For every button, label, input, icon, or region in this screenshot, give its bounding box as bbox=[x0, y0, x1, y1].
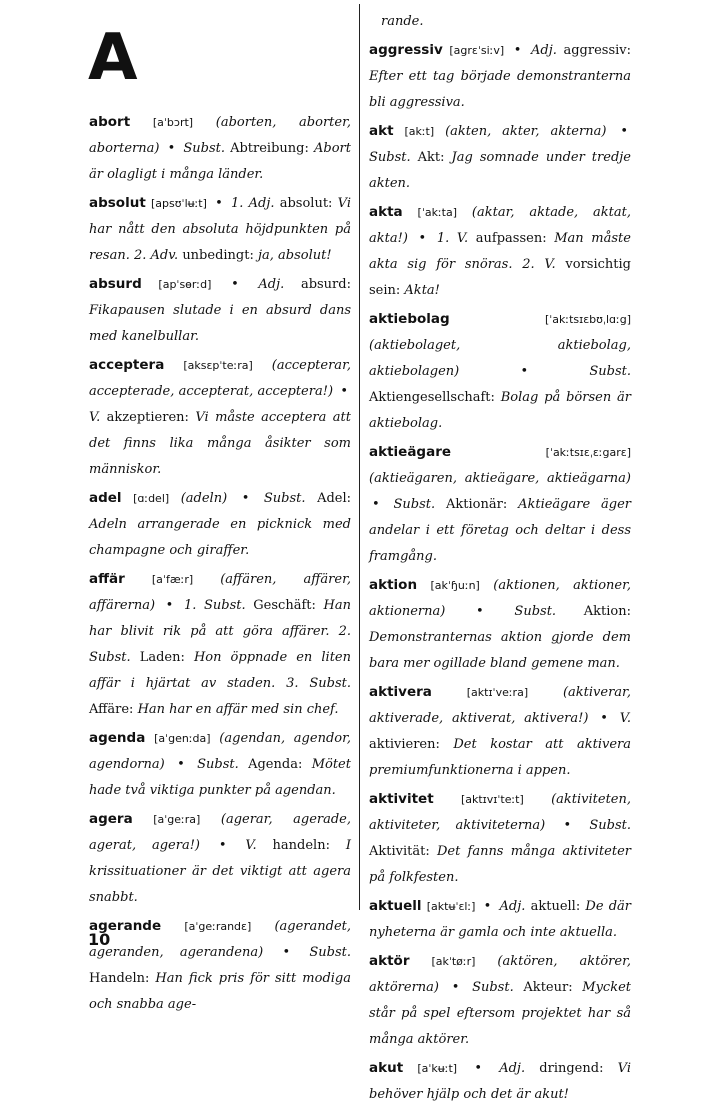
entry-inflections: (aktar, aktade, aktat, akta!) bbox=[369, 205, 631, 246]
entry-headword: abort bbox=[89, 114, 131, 130]
bullet-separator: • bbox=[600, 711, 608, 726]
entry-part-of-speech: Subst. bbox=[514, 604, 557, 619]
dictionary-entry bbox=[89, 190, 351, 269]
entry-translation: unbedingt: bbox=[182, 248, 254, 263]
carry-over-text: rande. bbox=[381, 14, 424, 29]
dictionary-entry bbox=[89, 725, 351, 804]
entry-pronunciation: [aktɪvɪˈteːt] bbox=[460, 793, 524, 806]
entry-inflections: (aktiebolaget, aktiebolag, aktiebolagen) bbox=[369, 338, 631, 379]
entry-example: Vi har nått den absoluta höjdpunkten på resan. bbox=[89, 196, 351, 263]
dictionary-entry bbox=[369, 199, 631, 304]
entry-pronunciation: [aˈkʉːt] bbox=[417, 1062, 458, 1075]
entry-example: Efter ett tag började demonstranterna bli aggressiva. bbox=[369, 69, 631, 110]
bullet-separator: • bbox=[451, 980, 460, 995]
entry-example: Adeln arrangerade en picknick med champagne och giraffer. bbox=[89, 517, 351, 558]
dictionary-entry bbox=[89, 913, 351, 1018]
dictionary-entry bbox=[89, 109, 351, 188]
entry-translation: absurd: bbox=[300, 277, 351, 292]
entry-headword: adel bbox=[89, 490, 122, 506]
entry-translation: Aktiengesellschaft: bbox=[369, 390, 495, 405]
entry-translation: dringend: bbox=[539, 1061, 604, 1076]
dictionary-entry bbox=[369, 1055, 631, 1108]
entry-inflections: (agerar, agerade, agerat, agera!) bbox=[89, 812, 352, 853]
bullet-separator: • bbox=[620, 124, 628, 139]
entry-translation: Abtreibung: bbox=[230, 141, 309, 156]
entry-inflections: (aborten, aborter, aborterna) bbox=[89, 115, 351, 156]
bullet-separator: • bbox=[476, 604, 484, 619]
bullet-separator: • bbox=[563, 818, 572, 833]
entry-example: Hon öppnade en liten affär i hjärtat av staden. bbox=[89, 650, 351, 691]
entry-pronunciation: [aˈfæːr] bbox=[151, 573, 194, 586]
entry-part-of-speech: Subst. bbox=[589, 818, 631, 833]
entry-part-of-speech: 1. V. bbox=[436, 231, 469, 246]
entry-pronunciation: [apsʊˈlʉːt] bbox=[151, 197, 207, 210]
dictionary-entry bbox=[369, 306, 631, 437]
entry-inflections: (agerandet, ageranden, agerandena) bbox=[89, 919, 351, 960]
entry-example: Han fick pris för sitt modiga och snabba age- bbox=[89, 971, 352, 1012]
entry-headword: absolut bbox=[89, 195, 146, 211]
entry-headword: akt bbox=[369, 123, 394, 139]
entry-part-of-speech: 2. V. bbox=[522, 257, 556, 272]
entry-part-of-speech: 1. Adj. bbox=[231, 196, 275, 211]
entry-part-of-speech: V. bbox=[619, 711, 631, 726]
entry-part-of-speech: Subst. bbox=[183, 141, 225, 156]
entry-pronunciation: [ɑːdel] bbox=[133, 492, 170, 505]
entry-part-of-speech: Adj. bbox=[258, 277, 285, 292]
entry-example: Demonstranternas aktion gjorde dem bara mer ogillade bland gemene man. bbox=[369, 630, 631, 671]
entry-translation: Adel: bbox=[317, 491, 352, 506]
dictionary-entry bbox=[369, 948, 631, 1053]
entry-part-of-speech: Subst. bbox=[369, 150, 411, 165]
dictionary-entry bbox=[369, 439, 631, 570]
entry-headword: agenda bbox=[89, 730, 146, 746]
entry-part-of-speech: 3. Subst. bbox=[286, 676, 351, 691]
bullet-separator: • bbox=[167, 141, 176, 156]
entry-pronunciation: [aktʉˈɛlː] bbox=[426, 900, 476, 913]
entry-translation: aggressiv: bbox=[563, 43, 632, 58]
entry-pronunciation: [akˈtøːr] bbox=[431, 955, 476, 968]
entry-example: Det kostar att aktivera premiumfunktionerna i appen. bbox=[369, 737, 631, 778]
entry-inflections: (adeln) bbox=[180, 491, 228, 506]
bullet-separator: • bbox=[340, 384, 348, 399]
entry-headword: aktör bbox=[369, 953, 410, 969]
dictionary-entry bbox=[369, 786, 631, 891]
entry-example: Vi behöver hjälp och det är akut! bbox=[369, 1061, 631, 1102]
entry-example: Det fanns många aktiviteter på folkfesten. bbox=[369, 844, 631, 885]
entry-translation: akzeptieren: bbox=[106, 410, 189, 425]
entry-translation: Laden: bbox=[139, 650, 185, 665]
entry-example: Han har blivit rik på att göra affärer. bbox=[89, 598, 351, 639]
entry-pronunciation: [akːt] bbox=[404, 125, 435, 138]
entry-part-of-speech: 2. Adv. bbox=[133, 248, 179, 263]
entry-inflections: (aktiverar, aktiverade, aktiverat, aktivera!) bbox=[369, 685, 631, 726]
entry-example: Han har en affär med sin chef. bbox=[137, 702, 339, 717]
dictionary-entry bbox=[369, 118, 631, 197]
entry-translation: Agenda: bbox=[248, 757, 303, 772]
entry-headword: agera bbox=[89, 811, 133, 827]
entry-pronunciation: [ˈakːta] bbox=[417, 206, 458, 219]
entry-part-of-speech: 1. Subst. bbox=[183, 598, 246, 613]
entry-headword: aktion bbox=[369, 577, 418, 593]
entry-headword: aktivitet bbox=[369, 791, 434, 807]
dictionary-entry bbox=[89, 806, 351, 911]
entry-example: Mötet hade två viktiga punkter på agendan. bbox=[89, 757, 351, 798]
entry-translation: Geschäft: bbox=[253, 598, 316, 613]
entry-inflections: (aktören, aktörer, aktörerna) bbox=[369, 954, 631, 995]
entry-headword: akut bbox=[369, 1060, 404, 1076]
entry-pronunciation: [agrɛˈsiːv] bbox=[449, 44, 505, 57]
entry-headword: aktieägare bbox=[369, 444, 452, 460]
entry-headword: aktuell bbox=[369, 898, 422, 914]
entry-translation: Affäre: bbox=[89, 702, 134, 717]
entry-example: Jag somnade under tredje akten. bbox=[369, 150, 631, 191]
entry-headword: aktiebolag bbox=[369, 311, 450, 327]
entry-part-of-speech: Adj. bbox=[531, 43, 557, 58]
entry-part-of-speech: Subst. bbox=[309, 945, 351, 960]
entry-pronunciation: [akˈɧuːn] bbox=[430, 579, 480, 592]
entry-headword: acceptera bbox=[89, 357, 165, 373]
entry-example: I krissituationer är det viktigt att agera snabbt. bbox=[89, 838, 351, 905]
entry-translation: absolut: bbox=[279, 196, 333, 211]
entry-part-of-speech: Adj. bbox=[499, 899, 526, 914]
entry-inflections: (affären, affärer, affärerna) bbox=[89, 572, 351, 613]
entry-headword: aggressiv bbox=[369, 42, 443, 58]
entry-translation: vorsichtig sein: bbox=[369, 257, 631, 298]
entry-part-of-speech: Subst. bbox=[393, 497, 436, 512]
entry-part-of-speech: 2. Subst. bbox=[89, 624, 351, 665]
entry-pronunciation: [aˈgenːda] bbox=[154, 732, 211, 745]
entry-example: Fikapausen slutade i en absurd dans med kanelbullar. bbox=[89, 303, 351, 344]
dictionary-entry bbox=[89, 566, 351, 723]
entry-example: Abort är olagligt i många länder. bbox=[89, 141, 351, 182]
bullet-separator: • bbox=[282, 945, 291, 960]
entry-pronunciation: [aksɛpˈteːra] bbox=[183, 359, 253, 372]
entry-headword: absurd bbox=[89, 276, 142, 292]
entry-translation: handeln: bbox=[272, 838, 330, 853]
bullet-separator: • bbox=[372, 497, 380, 512]
entry-example: Mycket står på spel eftersom projektet har så många aktörer. bbox=[369, 980, 632, 1047]
bullet-separator: • bbox=[231, 277, 239, 292]
entry-inflections: (agendan, agendor, agendorna) bbox=[89, 731, 352, 772]
bullet-separator: • bbox=[483, 899, 492, 914]
entry-example: De där nyheterna är gamla och inte aktuella. bbox=[369, 899, 631, 940]
bullet-separator: • bbox=[520, 364, 529, 379]
entry-inflections: (accepterar, accepterade, accepterat, acceptera!) bbox=[89, 358, 351, 399]
entry-part-of-speech: Subst. bbox=[472, 980, 514, 995]
bullet-separator: • bbox=[241, 491, 250, 506]
entry-part-of-speech: V. bbox=[245, 838, 257, 853]
bullet-separator: • bbox=[474, 1061, 482, 1076]
dictionary-entry bbox=[89, 485, 351, 564]
entry-example: Aktieägare äger andelar i ett företag och deltar i dess framgång. bbox=[369, 497, 631, 564]
bullet-separator: • bbox=[218, 838, 227, 853]
dictionary-entry bbox=[369, 893, 631, 946]
entry-translation: aufpassen: bbox=[475, 231, 547, 246]
entry-translation: Akteur: bbox=[523, 980, 573, 995]
entry-translation: aktivieren: bbox=[369, 737, 440, 752]
entry-pronunciation: [ˈakːtsɪɛbʊˌlɑːg] bbox=[544, 313, 631, 326]
dictionary-entry bbox=[369, 572, 631, 677]
left-column bbox=[89, 109, 351, 1020]
entry-translation: Aktivität: bbox=[369, 844, 430, 859]
entry-translation: Akt: bbox=[417, 150, 445, 165]
entry-translation: Aktion: bbox=[583, 604, 632, 619]
entry-translation: Handeln: bbox=[89, 971, 150, 986]
dictionary-entry bbox=[369, 679, 631, 784]
entry-pronunciation: [aˈgeːra] bbox=[153, 813, 201, 826]
entry-translation: aktuell: bbox=[530, 899, 581, 914]
entry-inflections: (akten, akter, akterna) bbox=[445, 124, 607, 139]
entry-headword: aktivera bbox=[369, 684, 432, 700]
entry-example: ja, absolut! bbox=[258, 248, 332, 263]
entry-example: Vi måste acceptera att det finns lika många åsikter som människor. bbox=[89, 410, 351, 477]
entry-part-of-speech: V. bbox=[89, 410, 101, 425]
column-divider bbox=[359, 4, 360, 910]
right-column bbox=[369, 9, 631, 1110]
entry-part-of-speech: Adj. bbox=[499, 1061, 526, 1076]
entry-headword: akta bbox=[369, 204, 403, 220]
entry-inflections: (aktiviteten, aktiviteter, aktiviteterna) bbox=[369, 792, 631, 833]
section-letter: A bbox=[88, 21, 138, 95]
entry-example: Bolag på börsen är aktiebolag. bbox=[369, 390, 631, 431]
bullet-separator: • bbox=[215, 196, 223, 211]
entry-example: Man måste akta sig för snöras. bbox=[369, 231, 631, 272]
dictionary-entry bbox=[369, 37, 631, 116]
dictionary-entry bbox=[89, 352, 351, 483]
bullet-separator: • bbox=[165, 598, 174, 613]
entry-part-of-speech: Subst. bbox=[589, 364, 631, 379]
bullet-separator: • bbox=[177, 757, 185, 772]
entry-pronunciation: [ˈakːtsɪɛˌɛːgarɛ] bbox=[545, 446, 631, 459]
entry-pronunciation: [aˈgeːrandɛ] bbox=[184, 920, 252, 933]
entry-pronunciation: [apˈsɵrːd] bbox=[158, 278, 212, 291]
entry-part-of-speech: Subst. bbox=[263, 491, 306, 506]
entry-headword: affär bbox=[89, 571, 125, 587]
bullet-separator: • bbox=[418, 231, 427, 246]
entry-inflections: (aktieägaren, aktieägare, aktieägarna) bbox=[369, 471, 631, 486]
entry-pronunciation: [aktɪˈveːra] bbox=[466, 686, 529, 699]
page-number: 10 bbox=[88, 930, 111, 949]
entry-pronunciation: [aˈbɔrt] bbox=[152, 116, 194, 129]
entry-example: Akta! bbox=[404, 283, 440, 298]
entry-translation: Aktionär: bbox=[446, 497, 508, 512]
entry-headword: agerande bbox=[89, 918, 162, 934]
bullet-separator: • bbox=[513, 43, 522, 58]
entry-part-of-speech: Subst. bbox=[197, 757, 239, 772]
entry-inflections: (aktionen, aktioner, aktionerna) bbox=[369, 578, 632, 619]
dictionary-entry bbox=[89, 271, 351, 350]
